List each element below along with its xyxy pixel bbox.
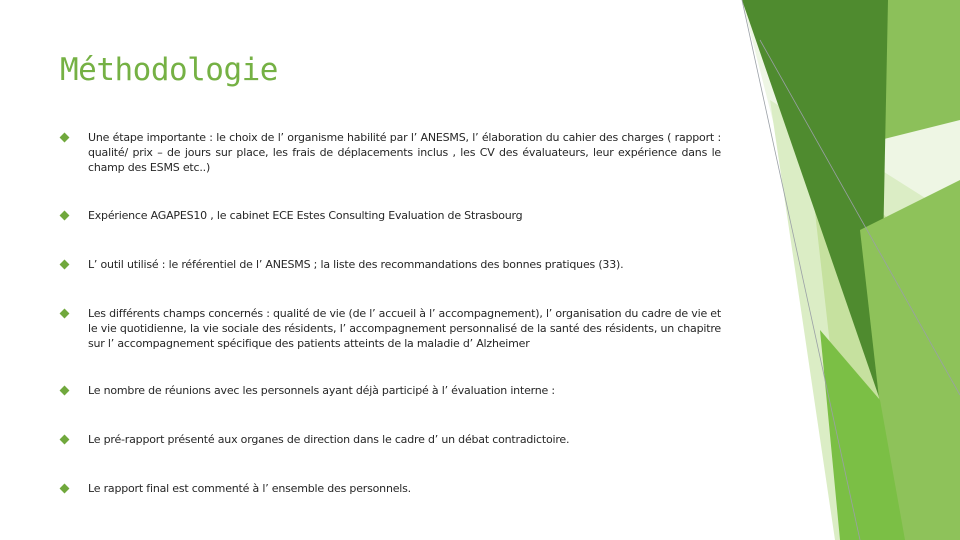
bullet-text: Le pré-rapport présenté aux organes de direction dans le cadre d’ un débat contradictoire. (88, 433, 570, 446)
bullet-text: L’ outil utilisé : le référentiel de l’ ANESMS ; la liste des recommandations des bonnes pratiques (33). (88, 258, 624, 271)
bullet-text: Une étape importante : le choix de l’ organisme habilité par l’ ANESMS, l’ élaboration du cahier des charges ( rapport : qualité/ prix – de jours sur place, les frais de déplacements inclus , les CV des évaluateurs, leur expérience dans le champ des ESMS etc..) (88, 131, 721, 174)
bullet-text: Les différents champs concernés : qualité de vie (de l’ accueil à l’ accompagnement), l’ organisation du cadre de vie et le vie quotidienne, la vie sociale des résidents, l’ accompagnement personnalisé de la santé des résidents, un chapitre sur l’ accompagnement spécifique des patients atteints de la maladie d’ Alzheimer (88, 307, 721, 350)
bullet-text: Le rapport final est commenté à l’ ensemble des personnels. (88, 482, 411, 495)
bullet-text: Expérience AGAPES10 , le cabinet ECE Estes Consulting Evaluation de Strasbourg (88, 209, 523, 222)
slide-title: Méthodologie (60, 52, 278, 88)
bullet-text: Le nombre de réunions avec les personnels ayant déjà participé à l’ évaluation interne : (88, 384, 555, 397)
